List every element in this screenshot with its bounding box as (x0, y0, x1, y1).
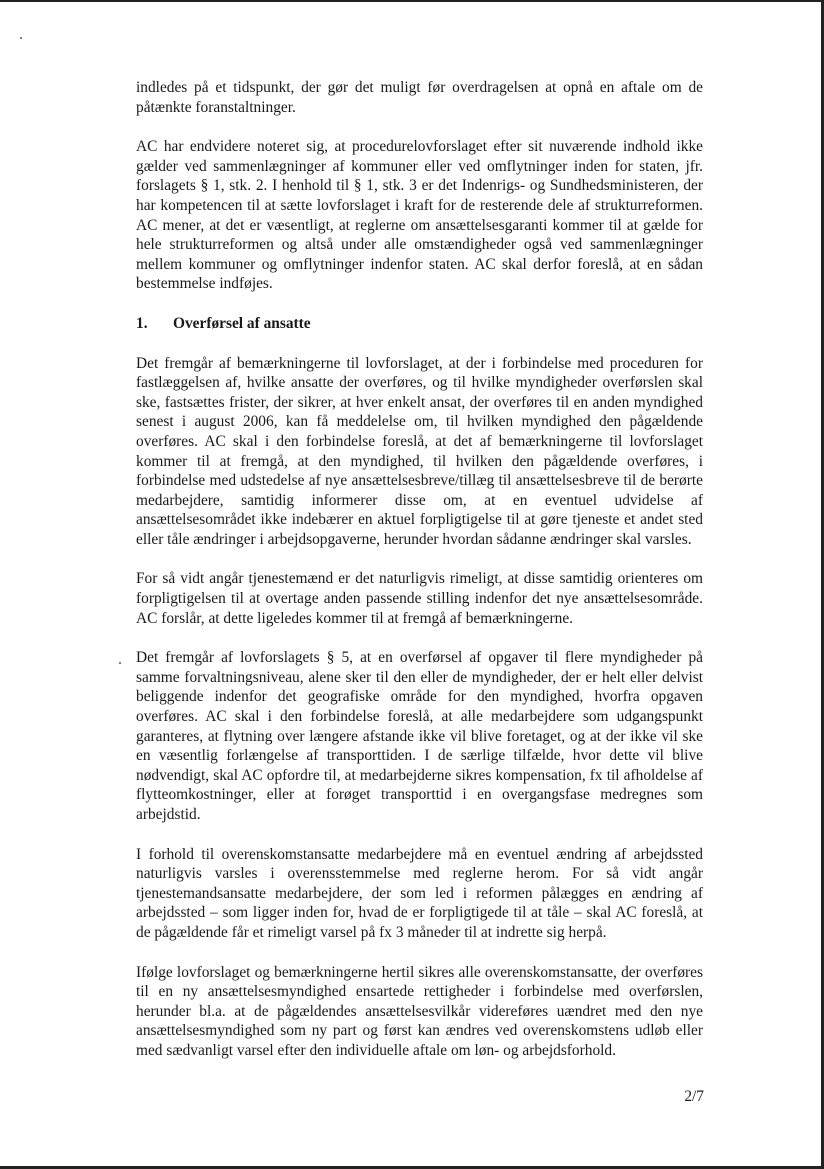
scan-speck (119, 662, 121, 664)
scan-border-top (0, 0, 824, 2)
paragraph-relocation: Det fremgår af lovforslagets § 5, at en overførsel af opgaver til flere myndigheder på samme forvaltningsniveau, alene sker til den eller de myndigheder, der er helt eller delvist beliggende indenfor det geografiske område for den myndighed, hvorfra opgaven overføres. AC skal i den forbindelse foreslå, at alle medarbejdere som udgangspunkt garanteres, at flytning over længere afstande ikke vil blive foretaget, og at der ikke vil ske en væsentlig forlængelse af transporttiden. I de særlige tilfælde, hvor dette vil blive nødvendigt, skal AC opfordre til, at medarbejderne sikres kompensation, fx til afholdelse af flytteomkostninger, eller at forøget transporttid i en overgangsfase medregnes som arbejdstid. (136, 649, 703, 823)
paragraph-civil-servants: For så vidt angår tjenestemænd er det naturligvis rimeligt, at disse samtidig orienteres om forpligtigelsen til at overtage anden passende stilling indenfor det nye ansættelsesområde. AC forslår, at dette ligeledes kommer til at fremgå af bemærkningerne. (136, 570, 703, 627)
paragraph-rights: Ifølge lovforslaget og bemærkningerne hertil sikres alle overenskomstansatte, der overføres til en ny ansættelsesmyndighed ensartede rettigheder i forbindelse med overførslen, herunder bl.a. at de pågældendes ansættelsesvilkår videreføres uændret med den nye ansættelsesmyndighed som ny part og først kan ændres ved overenskomstens udløb eller med sædvanligt varsel efter den individuelle aftale om løn- og arbejdsforhold. (136, 963, 703, 1059)
scan-speck (20, 37, 22, 39)
paragraph-transfer-notice: Det fremgår af bemærkningerne til lovforslaget, at der i forbindelse med proceduren for fastlæggelsen af, hvilke ansatte der overføres, og til hvilke myndigheder overførslen skal ske, fastsættes frister, der sikrer, at hver enkelt ansat, der overføres til en anden myndighed senest i august 2006, kan få meddelelse om, til hvilken myndighed den pågældende overføres. AC skal i den forbindelse foreslå, at det af bemærkningerne til lovforslaget kommer til at fremgå, at den myndighed, til hvilken den pågældende overføres, i forbindelse med udstedelse af nye ansættelsesbreve/tillæg til ansættelsesbreve til de berørte medarbejdere, samtidig informerer disse om, at en eventuel udvidelse af ansættelsesområdet ikke indebærer en aktuel forpligtigelse til at gøre tjeneste et andet sted eller tåle ændringer i arbejdsopgaverne, herunder hvordan sådanne ændringer skal varsles. (136, 354, 703, 548)
section-number: 1. (136, 314, 148, 332)
paragraph-workplace-change: I forhold til overenskomstansatte medarbejdere må en eventuel ændring af arbejdssted naturligvis varsles i overensstemmelse med reglerne herom. For så vidt angår tjenestemandsansatte medarbejdere, der som led i reformen pålægges en ændring af arbejdssted – som ligger inden for, hvad de er forpligtigede til at tåle – skal AC foreslå, at de pågældende får et rimeligt varsel på fx 3 måneder til at indrette sig herpå. (136, 845, 703, 941)
page-number: 2/7 (684, 1088, 704, 1105)
section-heading (136, 314, 703, 334)
paragraph-procedure-scope: AC har endvidere noteret sig, at procedurelovforslaget efter sit nuværende indhold ikke gælder ved sammenlægninger af kommuner eller ved omflytninger inden for staten, jfr. forslagets § 1, stk. 2. I henhold til § 1, stk. 3 er det Indenrigs- og Sundhedsministeren, der har kompetencen til at sætte lovforslaget i kraft for de resterende dele af strukturreformen. AC mener, at det er væsentligt, at reglerne om ansættelsesgaranti kommer til at gælde for hele strukturreformen og altså under alle omstændigheder også ved sammenlægninger mellem kommuner og omflytninger indenfor staten. AC skal derfor foreslå, at en sådan bestemmelse indføjes. (136, 138, 703, 293)
section-title: Overførsel af ansatte (173, 314, 311, 332)
paragraph-continued: indledes på et tidspunkt, der gør det muligt før overdragelsen at opnå en aftale om de påtænkte foranstaltninger. (136, 79, 703, 116)
document-body (136, 78, 703, 1061)
